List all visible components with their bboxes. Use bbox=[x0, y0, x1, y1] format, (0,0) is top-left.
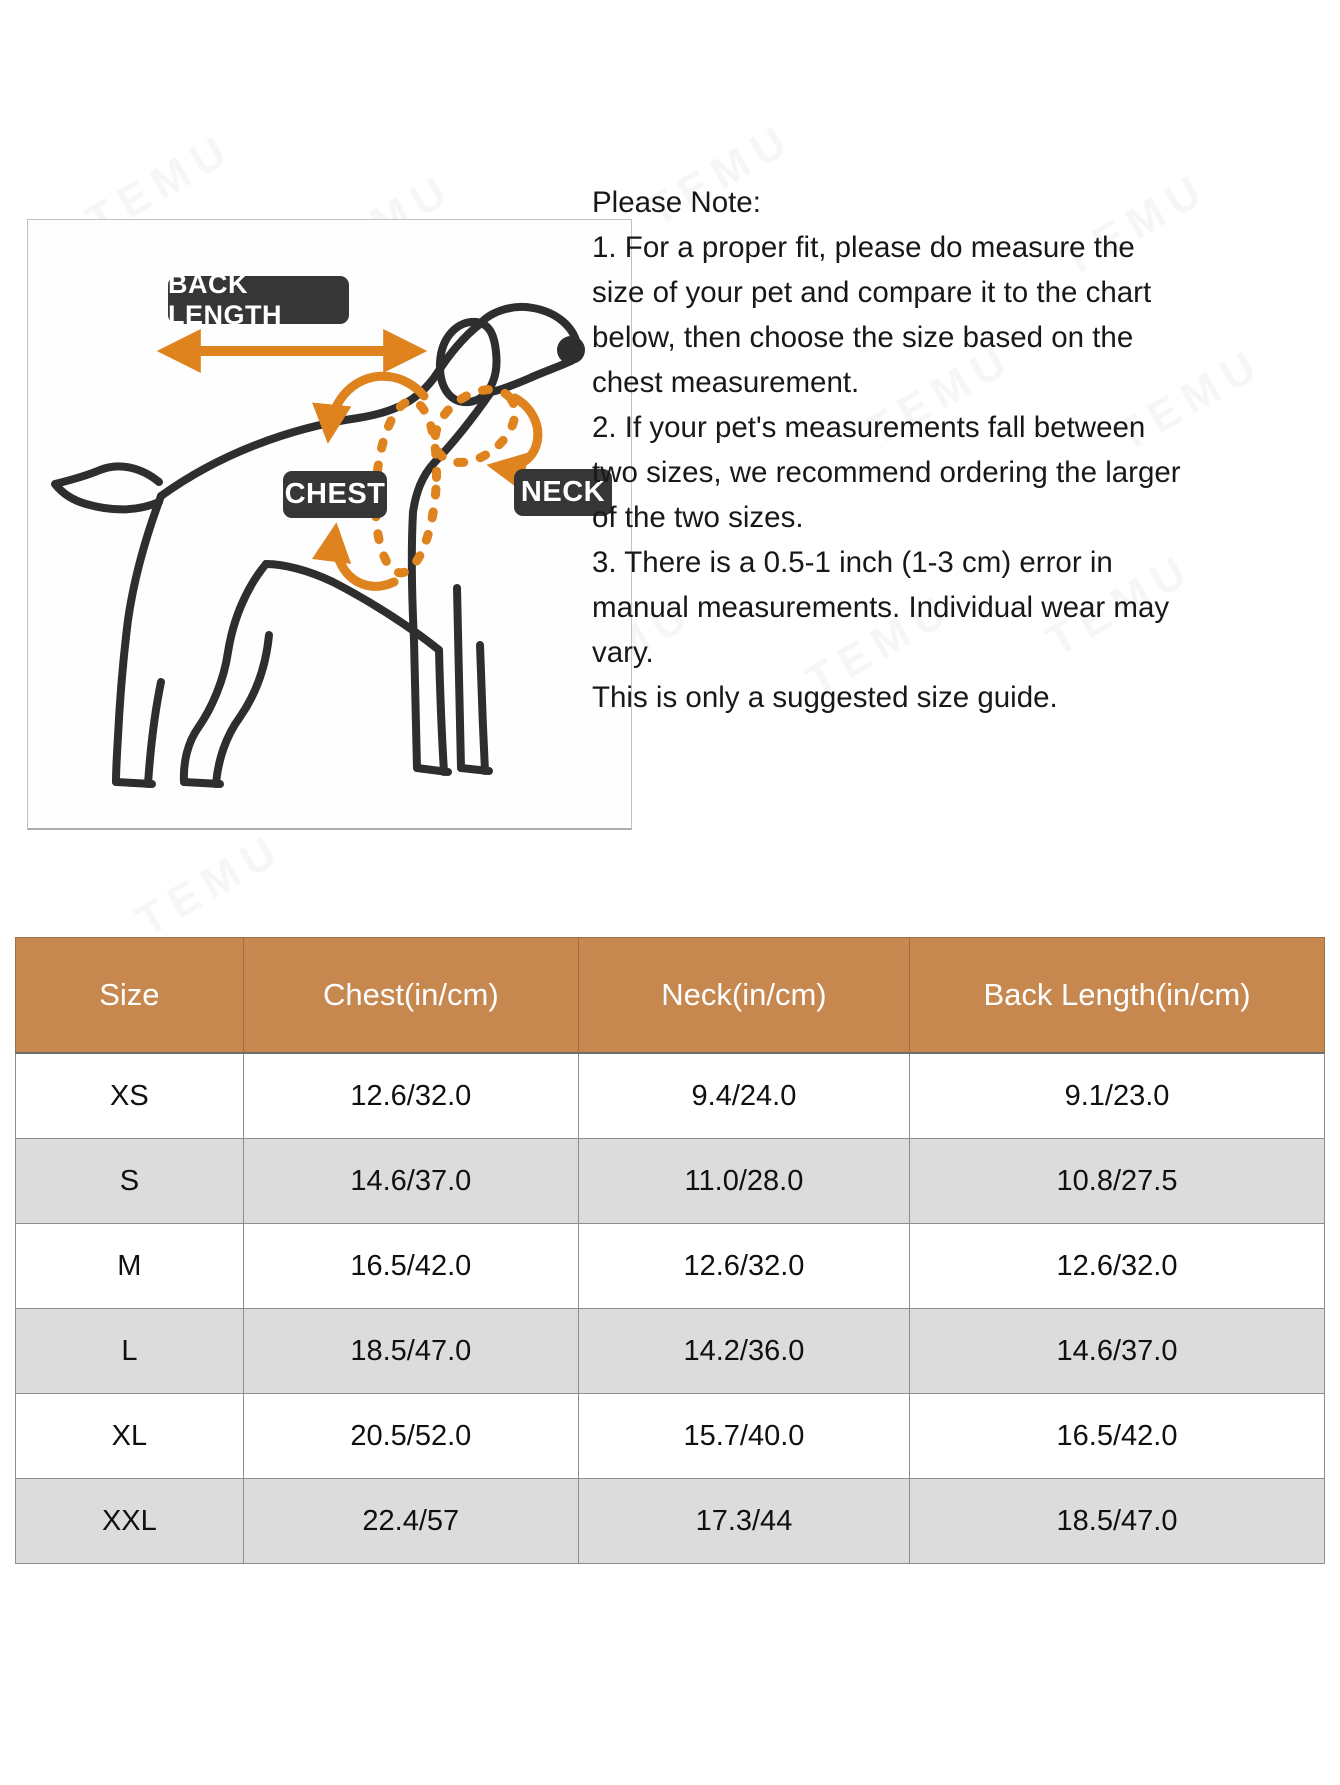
back-length-label: BACK LENGTH bbox=[168, 276, 349, 324]
header-row bbox=[16, 938, 1325, 1054]
cell-size: XXL bbox=[16, 1479, 244, 1564]
chest-label: CHEST bbox=[283, 471, 387, 518]
cell-size: M bbox=[16, 1224, 244, 1309]
dog-outline bbox=[55, 307, 578, 784]
table-row-s bbox=[16, 1139, 1325, 1224]
cell-chest: 16.5/42.0 bbox=[243, 1224, 578, 1309]
cell-neck: 9.4/24.0 bbox=[578, 1053, 909, 1139]
table-row-xs bbox=[16, 1053, 1325, 1139]
note-item-2: 2. If your pet's measurements fall between two sizes, we recommend ordering the larger of the two sizes. bbox=[592, 411, 1181, 534]
cell-size: XL bbox=[16, 1394, 244, 1479]
cell-back-length: 14.6/37.0 bbox=[910, 1309, 1325, 1394]
cell-back-length: 16.5/42.0 bbox=[910, 1394, 1325, 1479]
column-header-back-length: Back Length(in/cm) bbox=[910, 938, 1325, 1054]
notes-footer: This is only a suggested size guide. bbox=[592, 681, 1058, 714]
note-item-3: 3. There is a 0.5-1 inch (1-3 cm) error in manual measurements. Individual wear may vary. bbox=[592, 546, 1170, 669]
cell-chest: 22.4/57 bbox=[243, 1479, 578, 1564]
cell-chest: 20.5/52.0 bbox=[243, 1394, 578, 1479]
cell-back-length: 9.1/23.0 bbox=[910, 1053, 1325, 1139]
cell-neck: 17.3/44 bbox=[578, 1479, 909, 1564]
size-chart-table bbox=[15, 937, 1325, 1564]
cell-back-length: 10.8/27.5 bbox=[910, 1139, 1325, 1224]
table-row-m bbox=[16, 1224, 1325, 1309]
cell-neck: 11.0/28.0 bbox=[578, 1139, 909, 1224]
dog-measurement-diagram bbox=[27, 219, 632, 830]
column-header-neck: Neck(in/cm) bbox=[578, 938, 909, 1054]
notes-title: Please Note: bbox=[592, 186, 761, 219]
table-row-l bbox=[16, 1309, 1325, 1394]
column-header-chest: Chest(in/cm) bbox=[243, 938, 578, 1054]
table-row-xl bbox=[16, 1394, 1325, 1479]
cell-size: L bbox=[16, 1309, 244, 1394]
note-item-1: 1. For a proper fit, please do measure the size of your pet and compare it to the chart below, then choose the size based on the chest measurement. bbox=[592, 231, 1152, 399]
cell-back-length: 18.5/47.0 bbox=[910, 1479, 1325, 1564]
temu-watermark bbox=[128, 823, 292, 947]
neck-arrow bbox=[498, 398, 538, 468]
cell-neck: 15.7/40.0 bbox=[578, 1394, 909, 1479]
dog-nose bbox=[557, 336, 585, 364]
cell-chest: 14.6/37.0 bbox=[243, 1139, 578, 1224]
cell-neck: 14.2/36.0 bbox=[578, 1309, 909, 1394]
cell-chest: 18.5/47.0 bbox=[243, 1309, 578, 1394]
cell-neck: 12.6/32.0 bbox=[578, 1224, 909, 1309]
cell-chest: 12.6/32.0 bbox=[243, 1053, 578, 1139]
measurement-marks bbox=[170, 351, 538, 586]
column-header-size: Size bbox=[16, 938, 244, 1054]
cell-size: XS bbox=[16, 1053, 244, 1139]
cell-size: S bbox=[16, 1139, 244, 1224]
table-row-xxl bbox=[16, 1479, 1325, 1564]
neck-label: NECK bbox=[514, 469, 612, 516]
cell-back-length: 12.6/32.0 bbox=[910, 1224, 1325, 1309]
notes-block bbox=[592, 180, 1184, 720]
